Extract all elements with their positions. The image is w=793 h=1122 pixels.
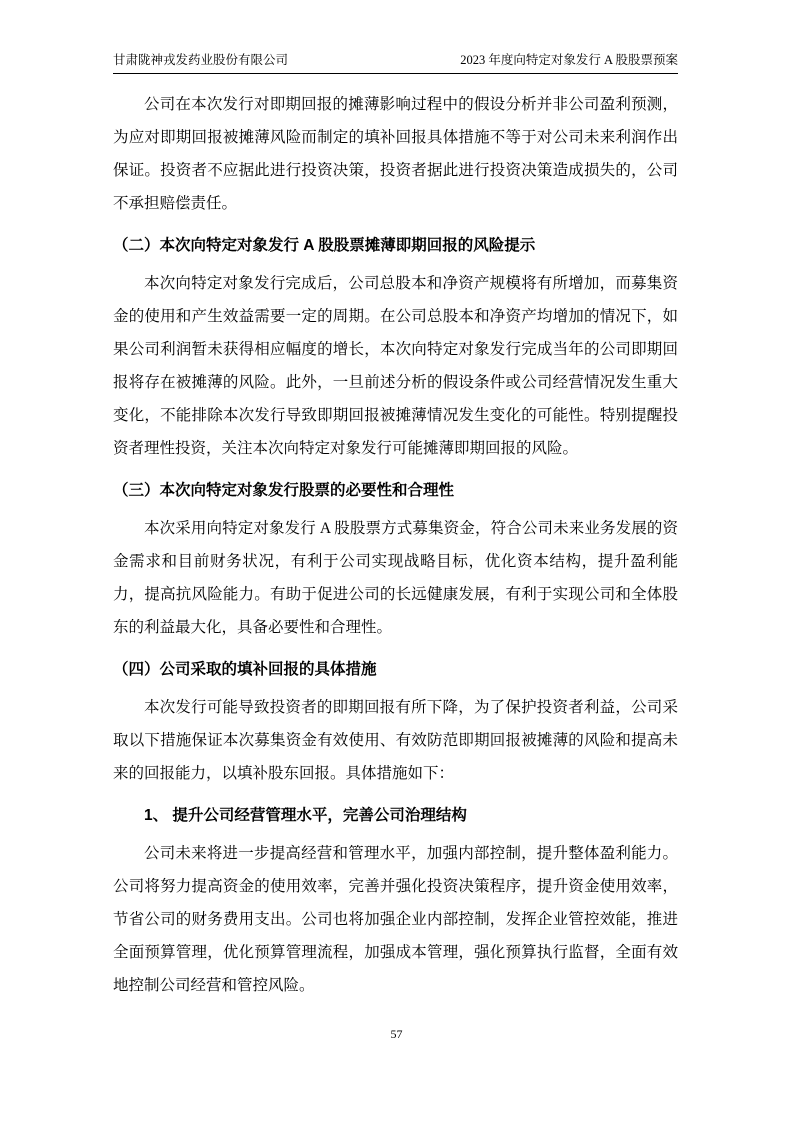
paragraph-measures-intro: 本次发行可能导致投资者的即期回报有所下降，为了保护投资者利益，公司采取以下措施保证本次募集资金有效使用、有效防范即期回报被摊薄的风险和提高未来的回报能力，以填补股东回报。具体措施如下： xyxy=(113,699,678,782)
header-company-name: 甘肃陇神戎发药业股份有限公司 xyxy=(113,53,289,67)
paragraph-dilution-disclaimer: 公司在本次发行对即期回报的摊薄影响过程中的假设分析并非公司盈利预测，为应对即期回报被摊薄风险而制定的填补回报具体措施不等于对公司未来利润作出保证。投资者不应据此进行投资决策，投资者据此进行投资决策造成损失的，公司不承担赔偿责任。 xyxy=(113,96,678,212)
heading-section-3-necessity: （三）本次向特定对象发行股票的必要性和合理性 xyxy=(113,482,455,499)
document-body xyxy=(113,88,678,1002)
heading-section-4-measures: （四）公司采取的填补回报的具体措施 xyxy=(113,661,377,678)
heading-section-2-risk-warning: （二）本次向特定对象发行 A 股股票摊薄即期回报的风险提示 xyxy=(113,237,536,254)
page-number: 57 xyxy=(390,1027,403,1041)
paragraph-risk-description: 本次向特定对象发行完成后，公司总股本和净资产规模将有所增加，而募集资金的使用和产生效益需要一定的周期。在公司总股本和净资产均增加的情况下，如果公司利润暂未获得相应幅度的增长，本次向特定对象发行完成当年的公司即期回报将存在被摊薄的风险。此外，一旦前述分析的假设条件或公司经营情况发生重大变化，不能排除本次发行导致即期回报被摊薄情况发生变化的可能性。特别提醒投资者理性投资，关注本次向特定对象发行可能摊薄即期回报的风险。 xyxy=(113,275,678,457)
page-footer xyxy=(0,1026,793,1042)
page-header xyxy=(113,52,678,74)
header-document-title: 2023 年度向特定对象发行 A 股股票预案 xyxy=(460,53,678,67)
subheading-measure-1-management: 1、 提升公司经营管理水平，完善公司治理结构 xyxy=(144,807,467,824)
paragraph-measure-1-description: 公司未来将进一步提高经营和管理水平，加强内部控制，提升整体盈利能力。公司将努力提高资金的使用效率，完善并强化投资决策程序，提升资金使用效率，节省公司的财务费用支出。公司也将加强企业内部控制，发挥企业管控效能，推进全面预算管理，优化预算管理流程，加强成本管理，强化预算执行监督，全面有效地控制公司经营和管控风险。 xyxy=(113,845,678,994)
paragraph-necessity-description: 本次采用向特定对象发行 A 股股票方式募集资金，符合公司未来业务发展的资金需求和目前财务状况，有利于公司实现战略目标，优化资本结构，提升盈利能力，提高抗风险能力。有助于促进公司的长远健康发展，有利于实现公司和全体股东的利益最大化，具备必要性和合理性。 xyxy=(113,520,678,636)
